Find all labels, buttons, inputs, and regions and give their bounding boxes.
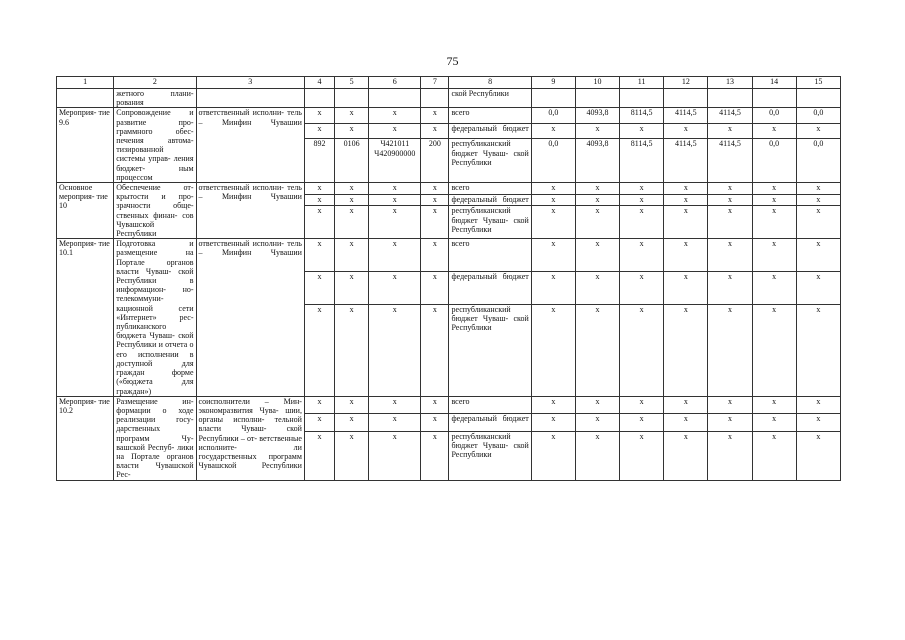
year-value: x	[575, 304, 619, 396]
year-value: x	[531, 272, 575, 305]
code-section: x	[335, 206, 369, 239]
year-value: x	[708, 183, 752, 195]
table-row	[57, 108, 841, 124]
activity-label: Мероприя- тие 10.1	[57, 239, 114, 396]
table-body	[57, 77, 841, 481]
year-value: x	[575, 183, 619, 195]
empty-cell	[664, 89, 708, 108]
year-value: x	[664, 239, 708, 272]
year-value: x	[575, 206, 619, 239]
year-value: x	[708, 123, 752, 139]
code-target-article: x	[369, 194, 421, 206]
code-section: x	[335, 431, 369, 480]
year-value: x	[531, 123, 575, 139]
code-grbs: x	[304, 431, 334, 480]
funding-source: республиканский бюджет Чуваш- ской Республики	[449, 304, 531, 396]
year-value: x	[531, 396, 575, 413]
year-value: x	[796, 272, 840, 305]
year-value: x	[664, 123, 708, 139]
code-grbs: x	[304, 272, 334, 305]
year-value: x	[752, 414, 796, 431]
year-value: x	[752, 431, 796, 480]
code-target-article: x	[369, 183, 421, 195]
year-value: x	[752, 304, 796, 396]
column-header: 14	[752, 77, 796, 89]
funding-source: всего	[449, 239, 531, 272]
column-header: 7	[421, 77, 449, 89]
year-value: 4114,5	[708, 139, 752, 183]
column-header: 12	[664, 77, 708, 89]
year-value: x	[531, 239, 575, 272]
page-number: 75	[446, 54, 459, 68]
budget-table	[56, 76, 841, 481]
code-expense-type: x	[421, 239, 449, 272]
year-value: x	[575, 239, 619, 272]
year-value: x	[708, 272, 752, 305]
year-value: x	[531, 194, 575, 206]
table-row	[57, 183, 841, 195]
code-target-article: x	[369, 414, 421, 431]
column-header: 10	[575, 77, 619, 89]
funding-source: республиканский бюджет Чуваш- ской Республики	[449, 206, 531, 239]
empty-cell	[304, 89, 334, 108]
code-grbs: x	[304, 206, 334, 239]
year-value: x	[620, 239, 664, 272]
year-value: x	[708, 396, 752, 413]
empty-cell	[57, 89, 114, 108]
code-expense-type: x	[421, 123, 449, 139]
code-grbs: x	[304, 414, 334, 431]
year-value: 0,0	[531, 139, 575, 183]
year-value: x	[796, 194, 840, 206]
activity-description: Подготовка и размещение на Портале органов власти Чуваш- ской Республики в информацион- но-телекоммуни- кационной сети «Интернет» рес- публиканского бюджета Чуваш- ской Республики и отчета о его исполнении в доступной для граждан форме («бюджета для граждан»)	[114, 239, 196, 396]
code-grbs: x	[304, 183, 334, 195]
year-value: x	[752, 194, 796, 206]
code-section: x	[335, 396, 369, 413]
year-value: x	[796, 431, 840, 480]
code-target-article: x	[369, 123, 421, 139]
funding-source: федеральный бюджет	[449, 272, 531, 305]
year-value: 0,0	[796, 108, 840, 124]
year-value: x	[575, 396, 619, 413]
code-target-article: x	[369, 431, 421, 480]
code-expense-type: x	[421, 206, 449, 239]
code-grbs: 892	[304, 139, 334, 183]
code-target-article: x	[369, 272, 421, 305]
code-expense-type: x	[421, 272, 449, 305]
year-value: x	[575, 431, 619, 480]
funding-source: федеральный бюджет	[449, 414, 531, 431]
year-value: 0,0	[531, 108, 575, 124]
code-expense-type: x	[421, 304, 449, 396]
year-value: x	[708, 206, 752, 239]
activity-description: Сопровождение и развитие про- граммного обес- печения автома- тизированной системы управ- ления бюджет- ным процессом	[114, 108, 196, 183]
column-header: 13	[708, 77, 752, 89]
empty-cell	[708, 89, 752, 108]
year-value: x	[620, 431, 664, 480]
year-value: x	[752, 183, 796, 195]
executor: ответственный исполни- тель – Минфин Чувашии	[196, 183, 304, 239]
code-section: x	[335, 108, 369, 124]
column-header: 6	[369, 77, 421, 89]
code-grbs: x	[304, 239, 334, 272]
code-grbs: x	[304, 396, 334, 413]
column-header: 11	[620, 77, 664, 89]
year-value: x	[752, 206, 796, 239]
year-value: x	[620, 272, 664, 305]
activity-description: жетного плани- рования	[114, 89, 196, 108]
year-value: 0,0	[752, 139, 796, 183]
year-value: 8114,5	[620, 108, 664, 124]
year-value: x	[575, 272, 619, 305]
year-value: x	[752, 123, 796, 139]
empty-cell	[752, 89, 796, 108]
year-value: x	[708, 414, 752, 431]
empty-cell	[620, 89, 664, 108]
year-value: x	[664, 183, 708, 195]
year-value: x	[620, 206, 664, 239]
code-target-article: Ч421011 Ч420900000	[369, 139, 421, 183]
year-value: 4114,5	[708, 108, 752, 124]
year-value: x	[664, 431, 708, 480]
year-value: x	[664, 206, 708, 239]
activity-label: Мероприя- тие 10.2	[57, 396, 114, 480]
year-value: x	[796, 396, 840, 413]
activity-label: Мероприя- тие 9.6	[57, 108, 114, 183]
code-target-article: x	[369, 396, 421, 413]
empty-cell	[575, 89, 619, 108]
year-value: 4114,5	[664, 139, 708, 183]
year-value: x	[664, 396, 708, 413]
activity-description: Размещение ин- формации о ходе реализации госу- дарственных программ Чу- вашской Респуб- лики на Портале органов власти Чувашской Рес-	[114, 396, 196, 480]
year-value: 4093,8	[575, 108, 619, 124]
activity-description: Обеспечение от- крытости и про- зрачности обще- ственных финан- сов Чувашской Республики	[114, 183, 196, 239]
year-value: x	[531, 431, 575, 480]
continuation-row	[57, 89, 841, 108]
funding-source: всего	[449, 108, 531, 124]
code-target-article: x	[369, 108, 421, 124]
code-expense-type: x	[421, 183, 449, 195]
empty-cell	[421, 89, 449, 108]
header-row	[57, 77, 841, 89]
empty-cell	[531, 89, 575, 108]
column-header: 1	[57, 77, 114, 89]
column-header: 15	[796, 77, 840, 89]
year-value: x	[575, 123, 619, 139]
year-value: x	[796, 304, 840, 396]
column-header: 4	[304, 77, 334, 89]
activity-label: Основное мероприя- тие 10	[57, 183, 114, 239]
year-value: x	[796, 414, 840, 431]
code-expense-type: x	[421, 431, 449, 480]
table-row	[57, 239, 841, 272]
code-section: x	[335, 194, 369, 206]
year-value: 8114,5	[620, 139, 664, 183]
year-value: x	[620, 194, 664, 206]
code-section: x	[335, 304, 369, 396]
year-value: x	[620, 414, 664, 431]
empty-cell	[796, 89, 840, 108]
code-section: x	[335, 239, 369, 272]
year-value: x	[752, 239, 796, 272]
code-target-article: x	[369, 206, 421, 239]
column-header: 8	[449, 77, 531, 89]
funding-source: федеральный бюджет	[449, 194, 531, 206]
code-section: x	[335, 272, 369, 305]
year-value: x	[531, 304, 575, 396]
year-value: x	[531, 183, 575, 195]
year-value: 0,0	[752, 108, 796, 124]
code-section: x	[335, 414, 369, 431]
code-expense-type: x	[421, 108, 449, 124]
year-value: x	[708, 239, 752, 272]
empty-cell	[335, 89, 369, 108]
code-expense-type: 200	[421, 139, 449, 183]
year-value: x	[796, 183, 840, 195]
year-value: x	[664, 414, 708, 431]
funding-source: республиканский бюджет Чуваш- ской Республики	[449, 139, 531, 183]
code-grbs: x	[304, 108, 334, 124]
code-section: x	[335, 123, 369, 139]
year-value: x	[531, 206, 575, 239]
year-value: x	[620, 396, 664, 413]
funding-source: республиканский бюджет Чуваш- ской Республики	[449, 431, 531, 480]
year-value: x	[708, 304, 752, 396]
year-value: x	[531, 414, 575, 431]
year-value: x	[575, 194, 619, 206]
year-value: x	[664, 304, 708, 396]
column-header: 5	[335, 77, 369, 89]
code-target-article: x	[369, 239, 421, 272]
empty-cell	[196, 89, 304, 108]
year-value: x	[620, 183, 664, 195]
year-value: x	[796, 206, 840, 239]
column-header: 2	[114, 77, 196, 89]
year-value: x	[575, 414, 619, 431]
code-grbs: x	[304, 123, 334, 139]
year-value: x	[752, 272, 796, 305]
year-value: x	[664, 272, 708, 305]
year-value: x	[708, 431, 752, 480]
year-value: x	[796, 239, 840, 272]
column-header: 9	[531, 77, 575, 89]
funding-source: всего	[449, 183, 531, 195]
code-expense-type: x	[421, 396, 449, 413]
year-value: x	[708, 194, 752, 206]
code-section: 0106	[335, 139, 369, 183]
code-target-article: x	[369, 304, 421, 396]
executor: соисполнители – Мин- экономразвития Чува- шии, органы исполни- тельной власти Чуваш- ской Республики – от- ветственные исполните- ли государственных программ Чувашской Республики	[196, 396, 304, 480]
code-expense-type: x	[421, 414, 449, 431]
year-value: x	[752, 396, 796, 413]
year-value: x	[620, 123, 664, 139]
year-value: x	[664, 194, 708, 206]
column-header: 3	[196, 77, 304, 89]
year-value: x	[796, 123, 840, 139]
code-section: x	[335, 183, 369, 195]
funding-source: федеральный бюджет	[449, 123, 531, 139]
funding-source: всего	[449, 396, 531, 413]
year-value: 0,0	[796, 139, 840, 183]
code-grbs: x	[304, 304, 334, 396]
table-row	[57, 396, 841, 413]
year-value: 4114,5	[664, 108, 708, 124]
year-value: x	[620, 304, 664, 396]
year-value: 4093,8	[575, 139, 619, 183]
funding-source: ской Республики	[449, 89, 531, 108]
executor: ответственный исполни- тель – Минфин Чувашии	[196, 108, 304, 183]
code-grbs: x	[304, 194, 334, 206]
executor: ответственный исполни- тель – Минфин Чувашии	[196, 239, 304, 396]
code-expense-type: x	[421, 194, 449, 206]
empty-cell	[369, 89, 421, 108]
